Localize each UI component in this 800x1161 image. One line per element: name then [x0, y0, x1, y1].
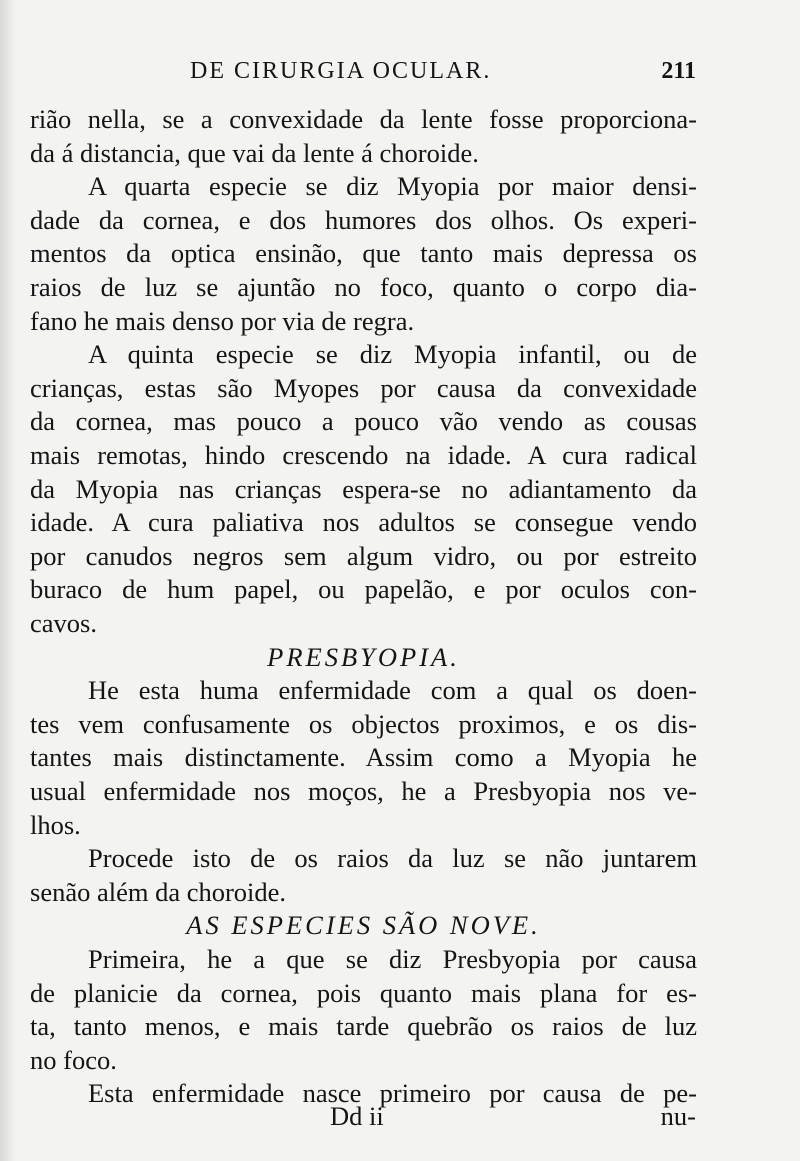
text-line: dade da cornea, e dos humores dos olhos. Os experi-	[30, 205, 697, 235]
text-line: Primeira, he a que se diz Presbyopia por causa	[88, 944, 697, 974]
text-line: A quinta especie se diz Myopia infantil, ou de	[88, 339, 697, 369]
text-line: buraco de hum papel, ou papelão, e por oculos con-	[30, 574, 697, 604]
catchword: nu-	[660, 1101, 696, 1131]
text-line: cavos.	[30, 608, 97, 638]
section-heading: PRESBYOPIA.	[267, 642, 460, 672]
running-head: DE CIRURGIA OCULAR.	[190, 58, 492, 84]
signature-mark: Dd ii	[330, 1101, 384, 1131]
page-number: 211	[661, 58, 696, 84]
text-line: raios de luz se ajuntão no foco, quanto o corpo dia-	[30, 272, 697, 302]
text-line: da Myopia nas crianças espera-se no adiantamento da	[30, 474, 697, 504]
text-line: tes vem confusamente os objectos proximos, e os dis-	[30, 709, 697, 739]
text-line: por canudos negros sem algum vidro, ou por estreito	[30, 541, 697, 571]
text-line: usual enfermidade nos moços, he a Presbyopia nos ve-	[30, 776, 697, 806]
text-line: Esta enfermidade nasce primeiro por causa de pe-	[88, 1078, 697, 1108]
text-line: mais remotas, hindo crescendo na idade. A cura radical	[30, 440, 697, 470]
text-line: de planicie da cornea, pois quanto mais plana for es-	[30, 978, 697, 1008]
text-line: senão além da choroide.	[30, 877, 287, 907]
text-line: lhos.	[30, 810, 81, 840]
text-line: da á distancia, que vai da lente á choroide.	[30, 138, 479, 168]
text-line: ta, tanto menos, e mais tarde quebrão os raios de luz	[30, 1011, 697, 1041]
text-line: fano he mais denso por via de regra.	[30, 306, 415, 336]
section-heading: AS ESPECIES SÃO NOVE.	[186, 910, 541, 940]
text-line: tantes mais distinctamente. Assim como a Myopia he	[30, 742, 697, 772]
text-line: mentos da optica ensinão, que tanto mais depressa os	[30, 238, 697, 268]
text-line: da cornea, mas pouco a pouco vão vendo as cousas	[30, 406, 697, 436]
text-line: He esta huma enfermidade com a qual os doen-	[88, 675, 697, 705]
text-line: crianças, estas são Myopes por causa da convexidade	[30, 373, 697, 403]
page-gutter-shadow	[0, 0, 16, 1161]
text-line: idade. A cura paliativa nos adultos se consegue vendo	[30, 507, 697, 537]
text-line: rião nella, se a convexidade da lente fosse proporciona-	[30, 104, 697, 134]
text-line: no foco.	[30, 1045, 117, 1075]
text-line: A quarta especie se diz Myopia por maior densi-	[88, 171, 697, 201]
text-line: Procede isto de os raios da luz se não juntarem	[88, 843, 697, 873]
